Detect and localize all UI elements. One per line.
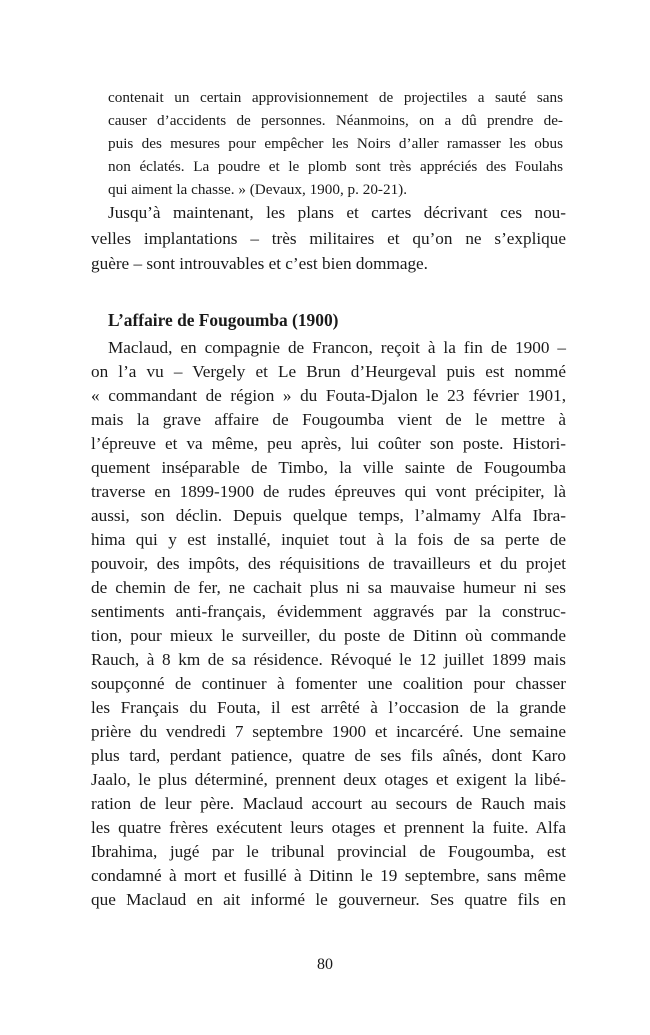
text-line: pouvoir, des impôts, des réquisitions de travailleurs et du projet: [91, 554, 566, 573]
text-line: hima qui y est installé, inquiet tout à la fois de sa perte de: [91, 530, 566, 549]
text-line: Maclaud, en compagnie de Francon, reçoit à la fin de 1900 –: [108, 338, 566, 357]
text-line: guère – sont introuvables et c’est bien dommage.: [91, 254, 428, 274]
text-line: aussi, son déclin. Depuis quelque temps, l’almamy Alfa Ibra-: [91, 506, 566, 525]
text-line: les quatre frères exécutent leurs otages et prennent la fuite. Alfa: [91, 818, 566, 837]
section-heading: L’affaire de Fougoumba (1900): [108, 310, 339, 330]
text-line: soupçonné de continuer à fomenter une coalition pour chasser: [91, 674, 566, 693]
text-line: prière du vendredi 7 septembre 1900 et incarcéré. Une semaine: [91, 722, 566, 741]
text-line: les Français du Fouta, il est arrêté à l’occasion de la grande: [91, 698, 566, 717]
text-line: Jaalo, le plus déterminé, prennent deux otages et exigent la libé-: [91, 770, 566, 789]
text-line: causer d’accidents de personnes. Néanmoins, on a dû prendre de-: [108, 112, 563, 130]
text-line: sentiments anti-français, évidemment aggravés par la construc-: [91, 602, 566, 621]
text-line: qui aiment la chasse. » (Devaux, 1900, p. 20-21).: [108, 181, 408, 199]
text-line: quement inséparable de Timbo, la ville sainte de Fougoumba: [91, 458, 566, 477]
text-line: condamné à mort et fusillé à Ditinn le 19 septembre, sans même: [91, 866, 566, 885]
text-line: traverse en 1899-1900 de rudes épreuves qui vont précipiter, là: [91, 482, 566, 501]
text-line: mais la grave affaire de Fougoumba vient de le mettre à: [91, 410, 566, 429]
text-line: Jusqu’à maintenant, les plans et cartes décrivant ces nou-: [108, 203, 566, 222]
text-line: Ibrahima, jugé par le tribunal provincial de Fougoumba, est: [91, 842, 566, 861]
text-line: que Maclaud en ait informé le gouverneur. Ses quatre fils en: [91, 890, 566, 909]
text-line: tion, pour mieux le surveiller, du poste de Ditinn où commande: [91, 626, 566, 645]
text-line: l’épreuve et va même, peu après, lui coûter son poste. Histori-: [91, 434, 566, 453]
page-number: 80: [317, 956, 333, 973]
text-line: puis des mesures pour empêcher les Noirs d’aller ramasser les obus: [108, 135, 563, 153]
text-line: ration de leur père. Maclaud accourt au secours de Rauch mais: [91, 794, 566, 813]
text-line: non éclatés. La poudre et le plomb sont très appréciés des Foulahs: [108, 158, 563, 176]
text-line: velles implantations – très militaires et qu’on ne s’explique: [91, 228, 566, 248]
text-line: contenait un certain approvisionnement de projectiles a sauté sans: [108, 89, 563, 106]
text-line: on l’a vu – Vergely et Le Brun d’Heurgeval puis est nommé: [91, 362, 566, 381]
text-line: Rauch, à 8 km de sa résidence. Révoqué le 12 juillet 1899 mais: [91, 650, 566, 669]
text-line: plus tard, perdant patience, quatre de ses fils aînés, dont Karo: [91, 746, 566, 765]
text-line: « commandant de région » du Fouta-Djalon le 23 février 1901,: [91, 386, 566, 405]
text-line: de chemin de fer, ne cachait plus ni sa mauvaise humeur ni ses: [91, 578, 566, 597]
